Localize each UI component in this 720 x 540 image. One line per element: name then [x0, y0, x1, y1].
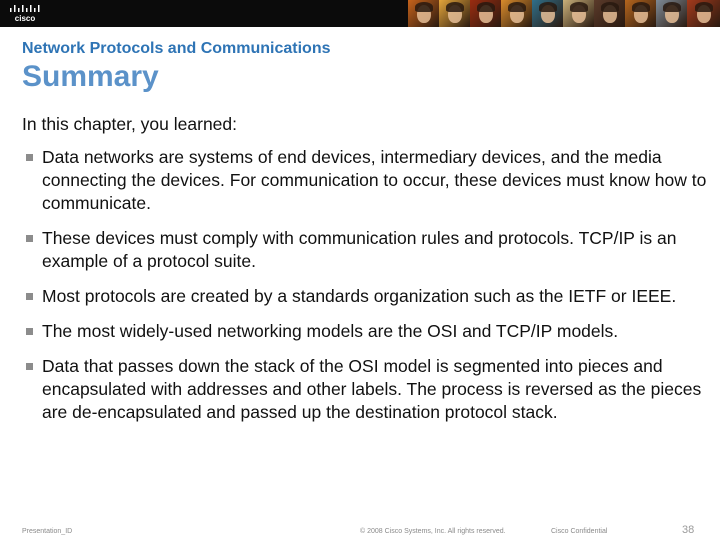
person-hair-shape	[539, 2, 557, 12]
bullet-text: Most protocols are created by a standards organization such as the IETF or IEEE.	[42, 286, 677, 306]
bullet-text: Data that passes down the stack of the OSI model is segmented into pieces and encapsulated with addresses and other labels. The process is reversed as the pieces are de-encapsulated and passed up the destination protocol stack.	[42, 356, 702, 422]
header-photo-tile	[687, 0, 720, 27]
square-bullet-icon	[26, 154, 33, 161]
person-hair-shape	[508, 2, 526, 12]
person-hair-shape	[695, 2, 713, 12]
header-photo-tile	[594, 0, 625, 27]
header-photo-tile	[656, 0, 687, 27]
square-bullet-icon	[26, 363, 33, 370]
cisco-logo	[8, 3, 42, 23]
header-photo-tile	[625, 0, 656, 27]
person-hair-shape	[632, 2, 650, 12]
person-hair-shape	[570, 2, 588, 12]
bullet-item	[24, 355, 714, 424]
intro-text: In this chapter, you learned:	[22, 114, 237, 134]
logo-wordmark: cisco	[14, 14, 36, 23]
person-hair-shape	[601, 2, 619, 12]
square-bullet-icon	[26, 293, 33, 300]
section-title: Network Protocols and Communications	[22, 40, 331, 57]
bullet-item	[24, 320, 714, 343]
person-hair-shape	[446, 2, 464, 12]
presentation-id: Presentation_ID	[22, 528, 73, 535]
person-hair-shape	[477, 2, 495, 12]
square-bullet-icon	[26, 328, 33, 335]
bullet-text: Data networks are systems of end devices, intermediary devices, and the media connecting the devices. For communication to occur, these devices must know how to communicate.	[42, 147, 707, 213]
header-photo-tile	[532, 0, 563, 27]
page-number: 38	[682, 524, 695, 536]
header-photo-strip	[408, 0, 720, 27]
header-photo-tile	[501, 0, 532, 27]
summary-bullet-list	[24, 146, 714, 436]
bullet-text: The most widely-used networking models are the OSI and TCP/IP models.	[42, 321, 619, 341]
header-photo-tile	[408, 0, 439, 27]
bullet-item	[24, 285, 714, 308]
slide-footer	[0, 524, 720, 540]
header-photo-tile	[563, 0, 594, 27]
square-bullet-icon	[26, 235, 33, 242]
bullet-text: These devices must comply with communication rules and protocols. TCP/IP is an example of a protocol suite.	[42, 228, 677, 271]
bullet-item	[24, 146, 714, 215]
confidential-label: Cisco Confidential	[551, 528, 608, 535]
person-hair-shape	[415, 2, 433, 12]
bullet-item	[24, 227, 714, 273]
header-photo-tile	[439, 0, 470, 27]
header-banner	[0, 0, 720, 27]
person-hair-shape	[663, 2, 681, 12]
copyright-text: © 2008 Cisco Systems, Inc. All rights reserved.	[360, 528, 506, 535]
header-photo-tile	[470, 0, 501, 27]
slide-title: Summary	[22, 60, 159, 93]
